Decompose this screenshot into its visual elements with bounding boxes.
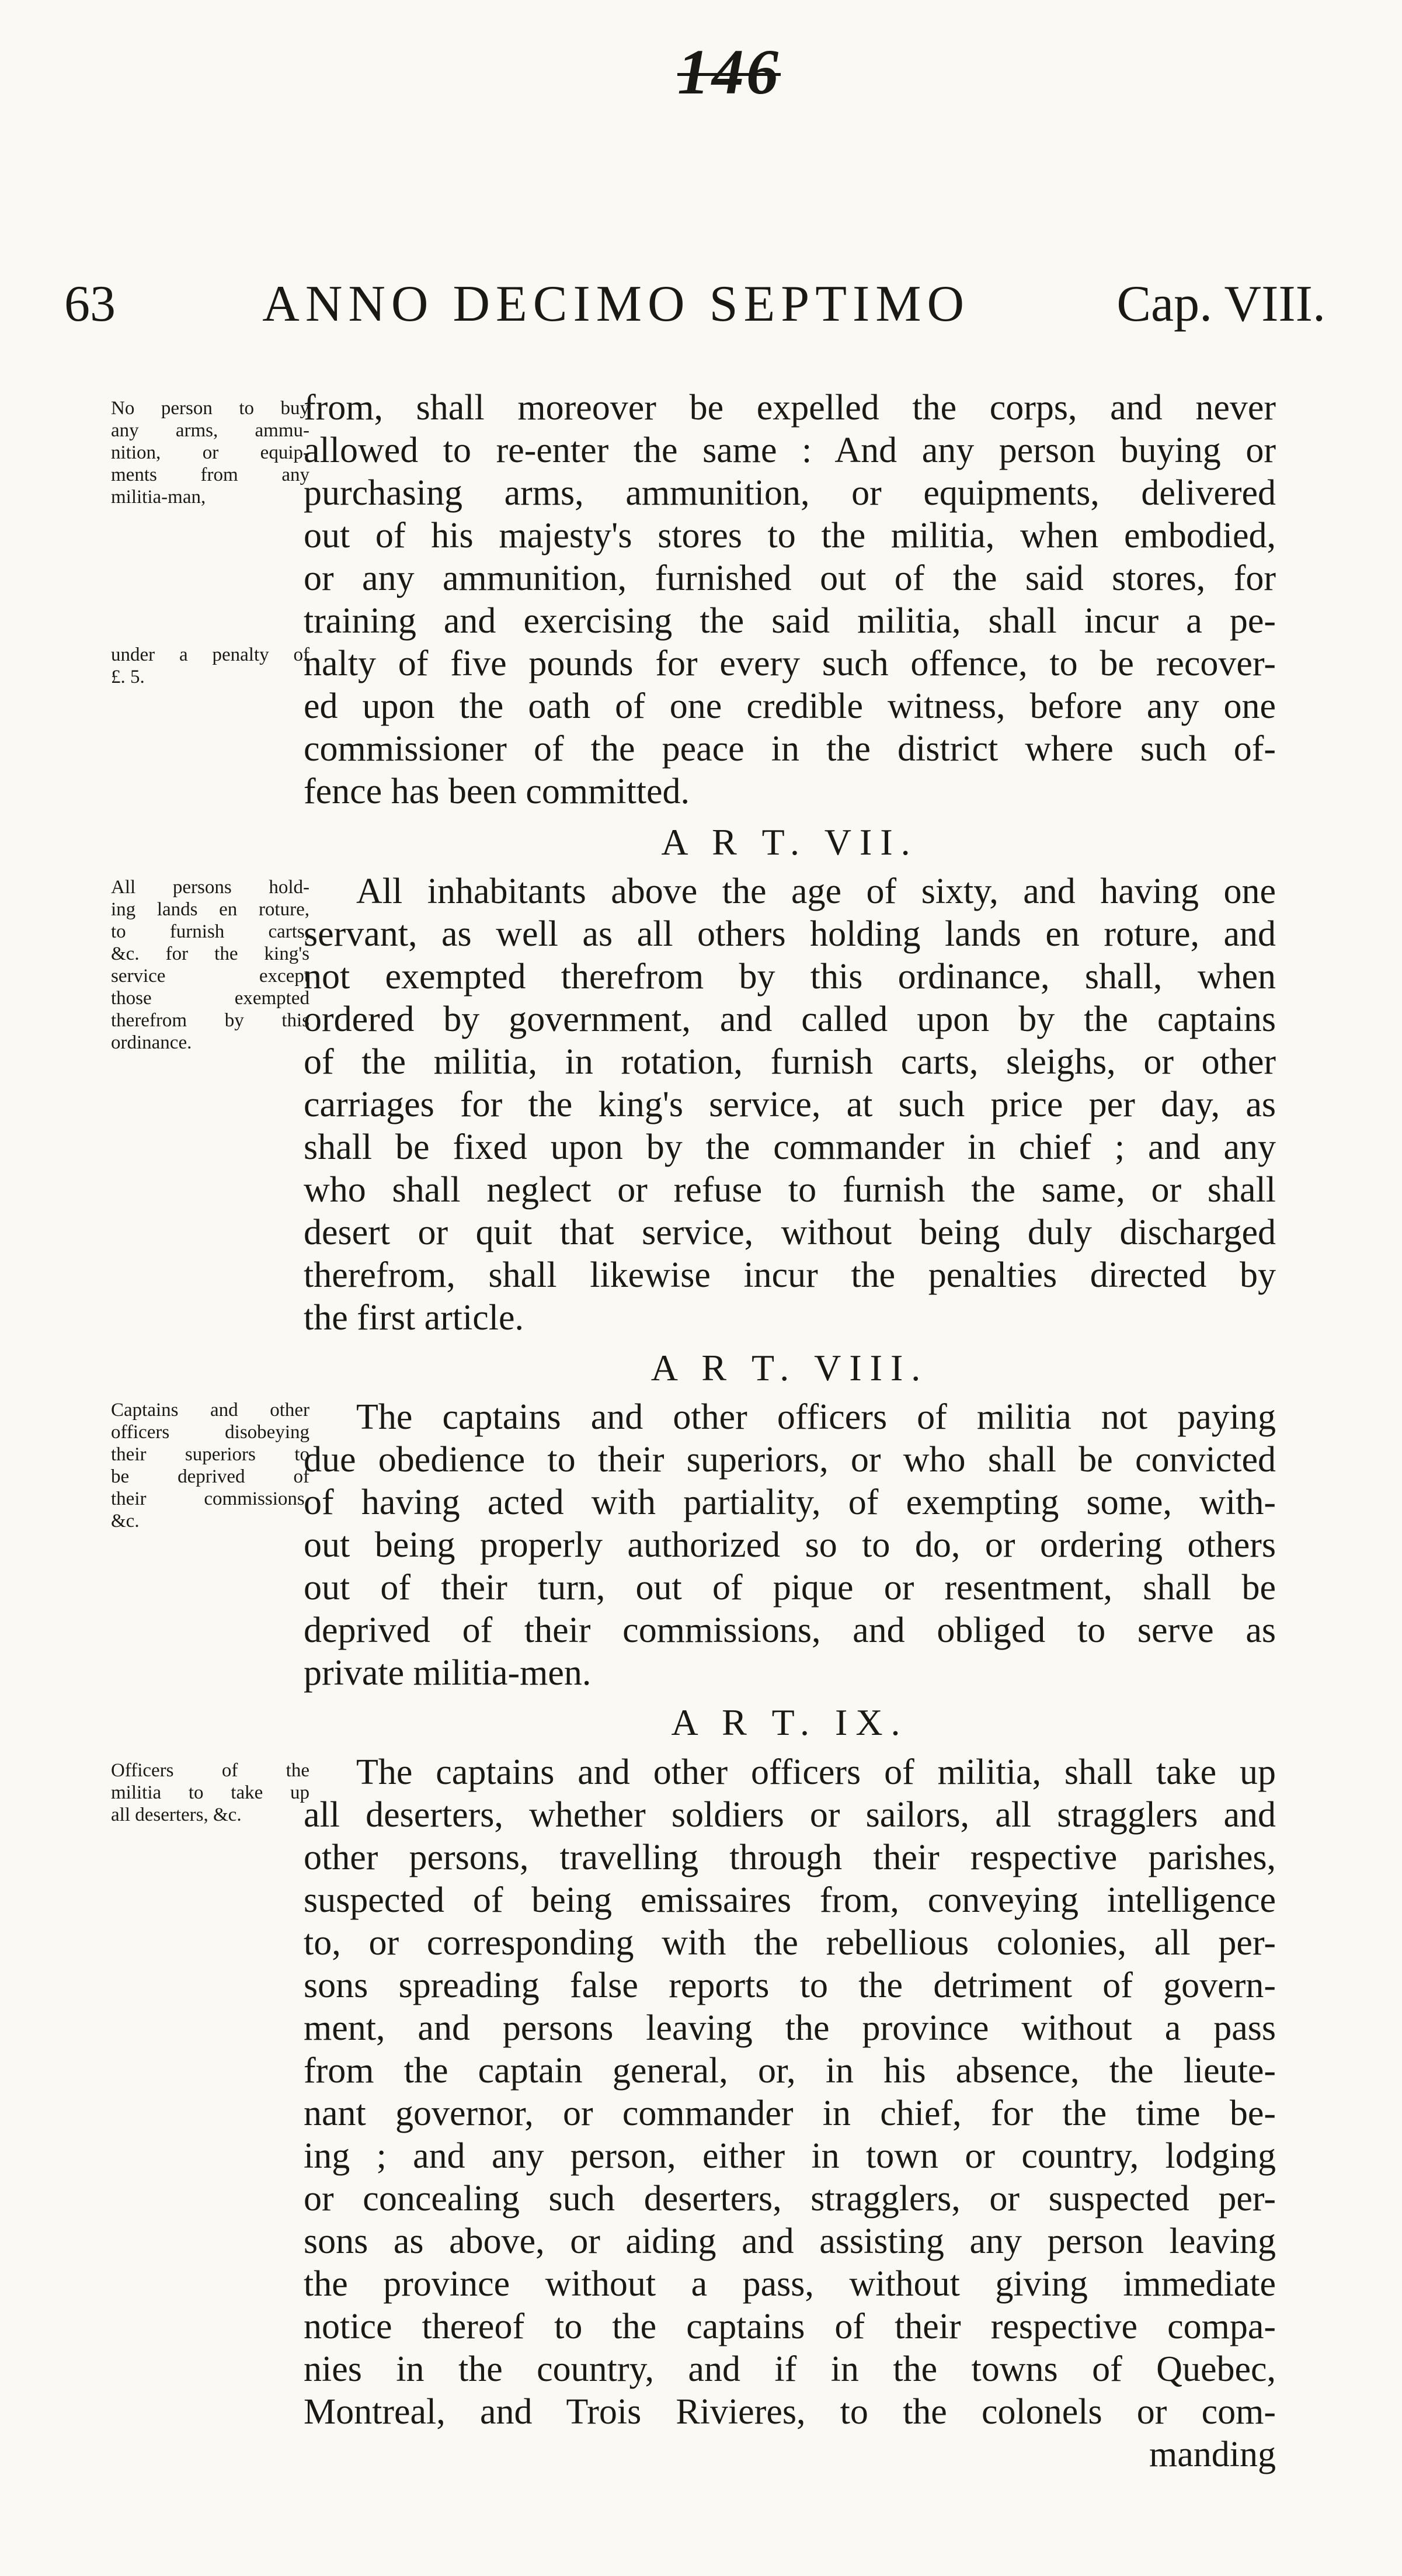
- text-line: commissioner of the peace in the district where such of-: [304, 729, 1276, 769]
- text-line: therefrom, shall likewise incur the penalties directed by: [304, 1255, 1276, 1295]
- text-line: desert or quit that service, without being duly discharged: [304, 1213, 1276, 1252]
- margin-note-penalty: [111, 644, 309, 688]
- margin-line: £. 5.: [111, 666, 145, 688]
- margin-line: ments from any: [111, 464, 309, 485]
- handwritten-folio-number: 146: [677, 36, 781, 107]
- text-line: allowed to re-enter the same : And any person buying or: [304, 431, 1276, 470]
- text-line: nalty of five pounds for every such offence, to be recover-: [304, 644, 1276, 683]
- text-line: due obedience to their superiors, or who shall be convicted: [304, 1440, 1276, 1480]
- margin-line: those exempted: [111, 988, 309, 1009]
- text-line: purchasing arms, ammunition, or equipments, delivered: [304, 473, 1276, 513]
- margin-line: Captains and other: [111, 1400, 309, 1421]
- paragraph-article-vii: [304, 870, 1276, 1339]
- article-heading-ix: A R T. IX.: [671, 1702, 909, 1743]
- text-line: nies in the country, and if in the towns of Quebec,: [304, 2349, 1276, 2389]
- page-number: 63: [64, 276, 116, 332]
- paragraph-continuation: [304, 387, 1276, 813]
- text-line: all deserters, whether soldiers or sailors, all stragglers and: [304, 1795, 1276, 1835]
- text-line: carriages for the king's service, at such price per day, as: [304, 1085, 1276, 1124]
- chapter-number: Cap. VIII.: [1116, 276, 1326, 332]
- margin-line: under a penalty of: [111, 644, 309, 665]
- text-line: other persons, travelling through their respective parishes,: [304, 1838, 1276, 1877]
- text-line: from the captain general, or, in his absence, the lieute-: [304, 2051, 1276, 2091]
- text-line: sons as above, or aiding and assisting any person leaving: [304, 2221, 1276, 2261]
- text-line: shall be fixed upon by the commander in chief ; and any: [304, 1127, 1276, 1167]
- running-title: ANNO DECIMO SEPTIMO: [262, 276, 970, 332]
- paragraph-article-viii: [304, 1396, 1276, 1695]
- text-line: the province without a pass, without giving immediate: [304, 2264, 1276, 2304]
- text-line: suspected of being emissaires from, conveying intelligence: [304, 1880, 1276, 1920]
- margin-line: their superiors to: [111, 1444, 309, 1465]
- margin-line: militia to take up: [111, 1782, 309, 1803]
- margin-line: ordinance.: [111, 1032, 192, 1053]
- paragraph-article-ix: [304, 1751, 1276, 2476]
- margin-line: &c.: [111, 1511, 140, 1532]
- article-heading-vii: A R T. VII.: [661, 821, 919, 863]
- text-line: of having acted with partiality, of exempting some, with-: [304, 1483, 1276, 1522]
- margin-note-carts: [111, 876, 309, 1054]
- text-line: not exempted therefrom by this ordinance, shall, when: [304, 957, 1276, 997]
- margin-line: ing lands en roture,: [111, 899, 309, 920]
- article-heading-viii: A R T. VIII.: [650, 1347, 929, 1388]
- margin-line: service except: [111, 966, 309, 987]
- text-line: notice thereof to the captains of their respective compa-: [304, 2307, 1276, 2346]
- text-line: ing ; and any person, either in town or country, lodging: [304, 2136, 1276, 2176]
- margin-line: therefrom by this: [111, 1010, 309, 1031]
- text-line: ordered by government, and called upon by the captains: [304, 999, 1276, 1039]
- text-line: out of their turn, out of pique or resentment, shall be: [304, 1568, 1276, 1608]
- margin-line: nition, or equip-: [111, 442, 309, 463]
- margin-line: any arms, ammu-: [111, 420, 309, 441]
- text-line: who shall neglect or refuse to furnish the same, or shall: [304, 1170, 1276, 1210]
- margin-line: be deprived of: [111, 1466, 309, 1487]
- text-line: from, shall moreover be expelled the corps, and never: [304, 388, 1276, 428]
- text-line: of the militia, in rotation, furnish carts, sleighs, or other: [304, 1042, 1276, 1082]
- margin-line: Officers of the: [111, 1760, 309, 1781]
- margin-line: their commissions,: [111, 1488, 309, 1509]
- text-line: ed upon the oath of one credible witness, before any one: [304, 686, 1276, 726]
- text-line: deprived of their commissions, and obliged to serve as: [304, 1610, 1276, 1650]
- text-line: The captains and other officers of militia, shall take up: [356, 1752, 1276, 1792]
- text-line: the first article.: [304, 1298, 524, 1338]
- margin-line: militia-man,: [111, 487, 206, 508]
- text-line: ment, and persons leaving the province without a pass: [304, 2008, 1276, 2048]
- text-line: fence has been committed.: [304, 772, 690, 811]
- margin-line: All persons hold-: [111, 877, 309, 898]
- margin-line: officers disobeying: [111, 1422, 309, 1443]
- margin-line: all deserters, &c.: [111, 1804, 242, 1825]
- margin-note-arms: [111, 397, 309, 508]
- text-line: nant governor, or commander in chief, for the time be-: [304, 2094, 1276, 2133]
- text-line: or any ammunition, furnished out of the said stores, for: [304, 558, 1276, 598]
- text-line: The captains and other officers of militia not paying: [356, 1397, 1276, 1437]
- text-line: servant, as well as all others holding lands en roture, and: [304, 914, 1276, 954]
- text-line: out being properly authorized so to do, or ordering others: [304, 1525, 1276, 1565]
- margin-line: &c. for the king's: [111, 943, 309, 964]
- text-line: All inhabitants above the age of sixty, and having one: [356, 872, 1276, 911]
- text-line: private militia-men.: [304, 1653, 592, 1693]
- margin-line: No person to buy: [111, 398, 309, 419]
- running-header: [64, 275, 1326, 356]
- margin-note-captains: [111, 1399, 309, 1532]
- margin-line: to furnish carts,: [111, 921, 309, 942]
- text-line: to, or corresponding with the rebellious colonies, all per-: [304, 1923, 1276, 1963]
- text-line: out of his majesty's stores to the militia, when embodied,: [304, 516, 1276, 556]
- text-line: training and exercising the said militia, shall incur a pe-: [304, 601, 1276, 641]
- text-line: or concealing such deserters, stragglers, or suspected per-: [304, 2179, 1276, 2219]
- margin-note-deserters: [111, 1759, 309, 1826]
- text-line: sons spreading false reports to the detriment of govern-: [304, 1966, 1276, 2005]
- text-line: Montreal, and Trois Rivieres, to the colonels or com-: [304, 2392, 1276, 2432]
- catchword: manding: [1149, 2435, 1276, 2474]
